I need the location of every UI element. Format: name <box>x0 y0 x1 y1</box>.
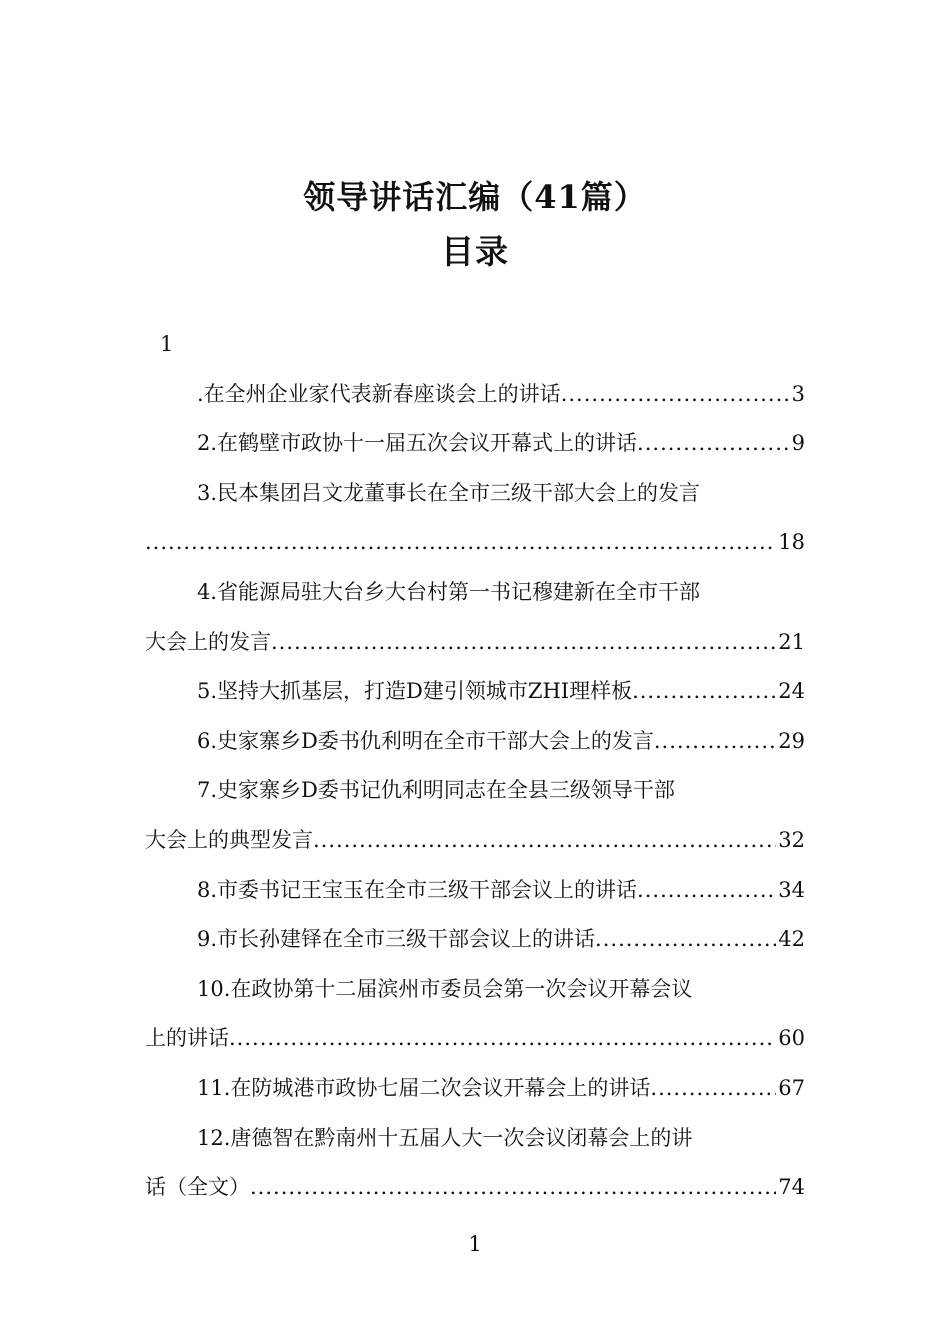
toc-entry-title-cont: 上的讲话 <box>145 1026 229 1051</box>
toc-entry-title[interactable]: 7.史家寨乡D委书记仇利明同志在全县三级领导干部 <box>197 778 675 803</box>
dot-leader <box>632 667 776 717</box>
toc-entry-title[interactable]: 4.省能源局驻大台乡大台村第一书记穆建新在全市干部 <box>197 579 701 604</box>
dot-leader <box>271 618 776 668</box>
toc-entry-page: 74 <box>778 1175 805 1200</box>
dot-leader <box>561 370 790 420</box>
dot-leader <box>250 1163 776 1213</box>
toc-entry-title-cont: 话（全文） <box>145 1175 250 1200</box>
toc-entry-title[interactable]: 10.在政协第十二届滨州市委员会第一次会议开幕会议 <box>197 976 693 1001</box>
toc-entry-page: 24 <box>778 679 805 704</box>
toc-entry-title: 8.市委书记王宝玉在全市三级干部会议上的讲话 <box>197 877 638 902</box>
table-of-contents <box>145 320 805 1213</box>
toc-entry-page: 18 <box>778 530 805 555</box>
toc-entry-title[interactable]: 12.唐德智在黔南州十五届人大一次会议闭幕会上的讲 <box>197 1125 693 1150</box>
toc-entry-page: 21 <box>778 629 805 654</box>
toc-entry-continuation[interactable] <box>145 618 805 668</box>
toc-entry[interactable] <box>145 667 805 717</box>
toc-entry-page: 32 <box>778 827 805 852</box>
toc-entry-continuation[interactable] <box>145 1163 805 1213</box>
dot-leader <box>229 1014 776 1064</box>
toc-heading: 目录 <box>441 232 509 271</box>
toc-entry-title-cont: 大会上的发言 <box>145 629 271 654</box>
toc-entry-page: 29 <box>778 728 805 753</box>
dot-leader <box>145 518 776 568</box>
toc-entry-page: 9 <box>791 431 805 456</box>
toc-entry[interactable] <box>145 1064 805 1114</box>
page-number: 1 <box>468 1232 482 1256</box>
toc-entry-page: 3 <box>791 381 805 406</box>
toc-entry-title: 5.坚持大抓基层，打造D建引领城市ZHI理样板 <box>197 679 633 704</box>
document-title: 领导讲话汇编（41篇） <box>303 178 647 216</box>
toc-entry-page: 34 <box>778 877 805 902</box>
dot-leader <box>637 419 790 469</box>
toc-number: 1 <box>160 332 174 356</box>
toc-entry[interactable] <box>145 419 805 469</box>
toc-entry-page: 67 <box>778 1075 805 1100</box>
toc-entry-continuation[interactable] <box>145 518 805 568</box>
dot-leader <box>637 866 776 916</box>
dot-leader <box>650 1064 776 1114</box>
toc-entry-continuation[interactable] <box>145 816 805 866</box>
toc-entry-title-cont: 大会上的典型发言 <box>145 827 313 852</box>
toc-entry[interactable] <box>145 866 805 916</box>
toc-entry-title[interactable]: 3.民本集团吕文龙董事长在全市三级干部大会上的发言 <box>197 480 701 505</box>
toc-entry-title: 6.史家寨乡D委书仇利明在全市干部大会上的发言 <box>197 728 654 753</box>
toc-entry[interactable] <box>145 717 805 767</box>
toc-entry-title: .在全州企业家代表新春座谈会上的讲话 <box>197 381 561 406</box>
toc-entry-page: 42 <box>778 927 805 952</box>
toc-entry[interactable] <box>145 915 805 965</box>
toc-entry-title: 11.在防城港市政协七届二次会议开幕会上的讲话 <box>197 1075 651 1100</box>
toc-entry-continuation[interactable] <box>145 1014 805 1064</box>
toc-entry-title: 2.在鹤壁市政协十一届五次会议开幕式上的讲话 <box>197 431 638 456</box>
dot-leader <box>313 816 776 866</box>
dot-leader <box>595 915 776 965</box>
toc-entry[interactable] <box>145 370 805 420</box>
dot-leader <box>654 717 776 767</box>
toc-entry-title: 9.市长孙建铎在全市三级干部会议上的讲话 <box>197 927 596 952</box>
toc-entry-page: 60 <box>778 1026 805 1051</box>
